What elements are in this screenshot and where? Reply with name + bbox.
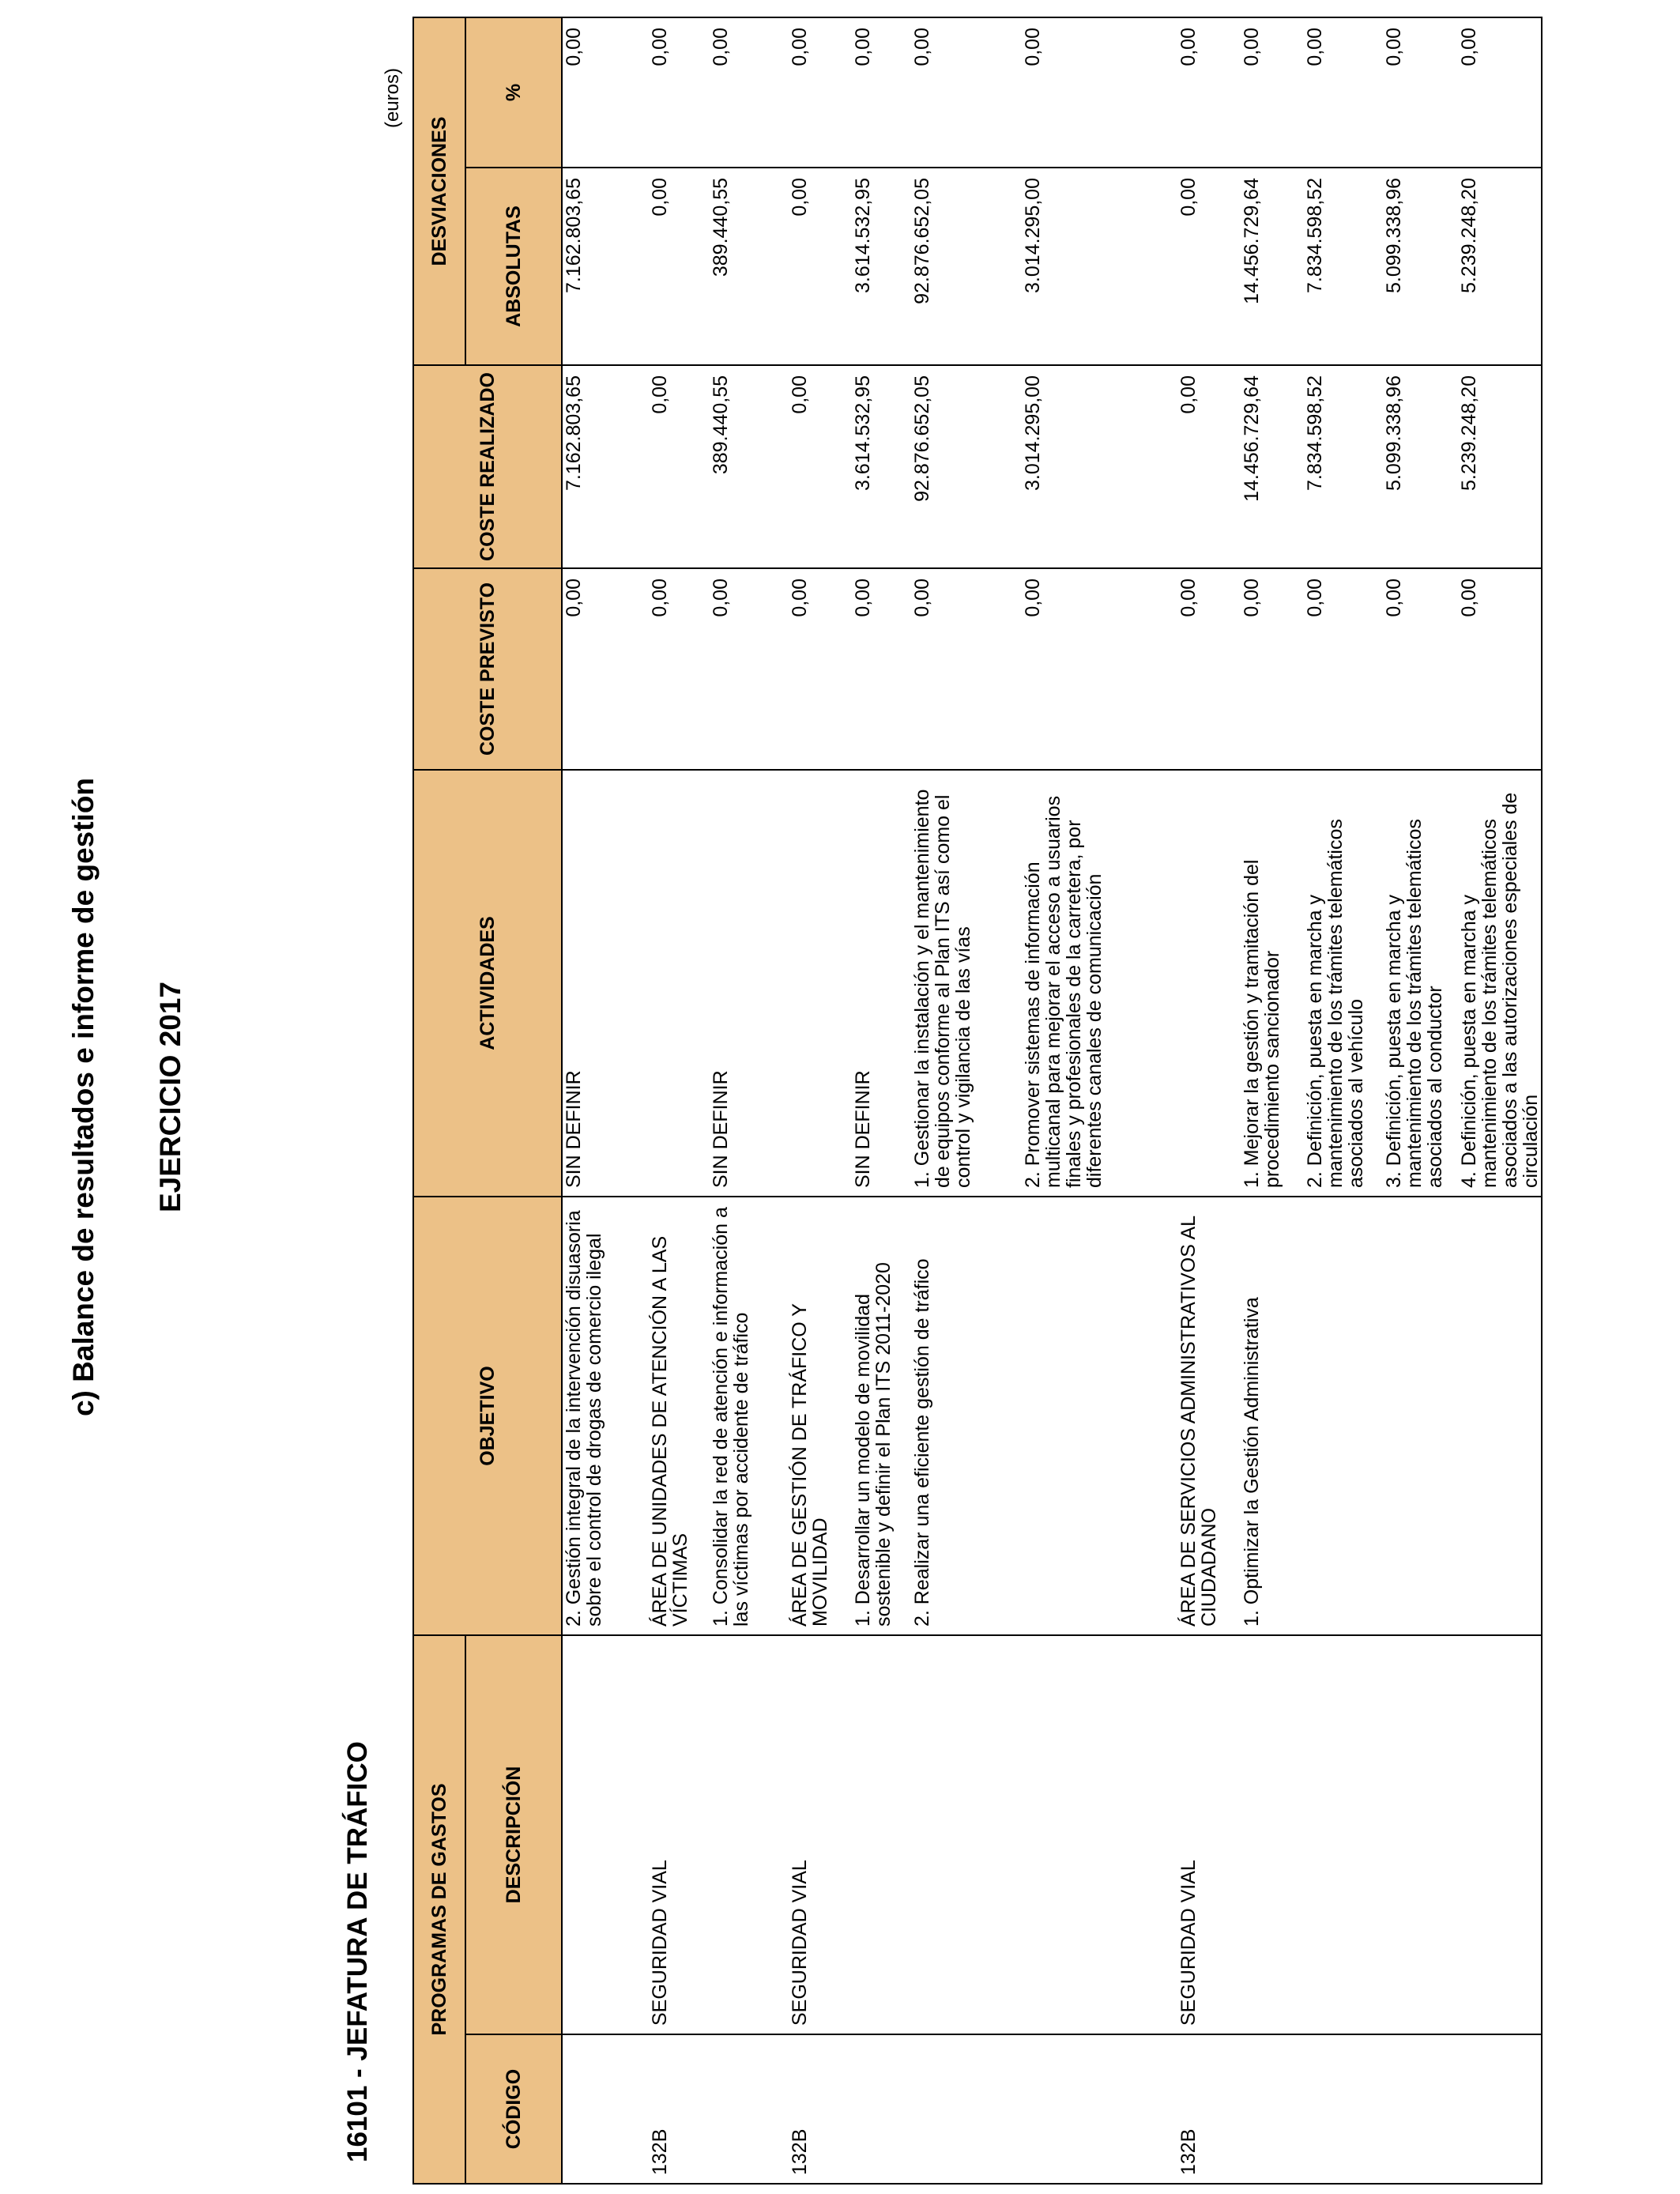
cell-coste-realizado: 7.834.598,52 [1304,365,1383,568]
cell-coste-realizado: 389.440,55 [710,365,789,568]
cell-descripcion [710,1635,789,2034]
cell-coste-previsto: 0,00 [911,568,1022,770]
cell-actividad [1177,770,1241,1197]
cell-codigo [1458,2034,1542,2184]
cell-actividad: 2. Definición, puesta en marcha y mantenimiento de los trámites telemáticos asociados al vehículo [1304,770,1383,1197]
table-row [1383,17,1458,2184]
table-row [1304,17,1383,2184]
cell-coste-previsto: 0,00 [710,568,789,770]
cell-coste-realizado: 0,00 [1177,365,1241,568]
cell-porcentaje: 0,00 [852,17,911,168]
cell-descripcion [1383,1635,1458,2034]
cell-coste-previsto: 0,00 [562,568,649,770]
cell-coste-previsto: 0,00 [852,568,911,770]
col-header-coste-realizado: COSTE REALIZADO [413,365,562,568]
cell-actividad: SIN DEFINIR [562,770,649,1197]
cell-absolutas: 5.099.338,96 [1383,168,1458,365]
cell-coste-previsto: 0,00 [1458,568,1542,770]
cell-porcentaje: 0,00 [1304,17,1383,168]
group-header-programas: PROGRAMAS DE GASTOS [413,1635,465,2184]
cell-codigo [911,2034,1022,2184]
cell-actividad: 1. Gestionar la instalación y el mantenimiento de equipos conforme al Plan ITS así como el control y vigilancia de las vías [911,770,1022,1197]
cell-porcentaje: 0,00 [1458,17,1542,168]
cell-codigo [1022,2034,1177,2184]
cell-coste-previsto: 0,00 [1177,568,1241,770]
cell-coste-realizado: 92.876.652,05 [911,365,1022,568]
table-row [710,17,789,2184]
cell-codigo [710,2034,789,2184]
cell-descripcion: SEGURIDAD VIAL [649,1635,710,2034]
cell-objetivo: 1. Optimizar la Gestión Administrativa [1241,1197,1304,1635]
cell-codigo [562,2034,649,2184]
cell-porcentaje: 0,00 [789,17,852,168]
cell-codigo [852,2034,911,2184]
cell-objetivo: ÁREA DE SERVICIOS ADMINISTRATIVOS AL CIUDADANO [1177,1197,1241,1635]
cell-actividad [649,770,710,1197]
cell-coste-realizado: 0,00 [789,365,852,568]
cell-coste-previsto: 0,00 [1241,568,1304,770]
cell-codigo: 132B [1177,2034,1241,2184]
cell-codigo: 132B [649,2034,710,2184]
cell-absolutas: 14.456.729,64 [1241,168,1304,365]
cell-coste-previsto: 0,00 [789,568,852,770]
cell-descripcion [1458,1635,1542,2034]
table-row [911,17,1022,2184]
cell-porcentaje: 0,00 [562,17,649,168]
table-row [562,17,649,2184]
cell-absolutas: 7.162.803,65 [562,168,649,365]
cell-actividad: 4. Definición, puesta en marcha y mantenimiento de los trámites telemáticos asociados a las autorizaciones especiales de circulación [1458,770,1542,1197]
col-header-porcentaje: % [465,17,562,168]
col-header-absolutas: ABSOLUTAS [465,168,562,365]
cell-actividad: 1. Mejorar la gestión y tramitación del procedimiento sancionador [1241,770,1304,1197]
cell-descripcion: SEGURIDAD VIAL [789,1635,852,2034]
table-row [852,17,911,2184]
cell-objetivo: 1. Consolidar la red de atención e información a las víctimas por accidente de tráfico [710,1197,789,1635]
cell-coste-previsto: 0,00 [649,568,710,770]
organization-heading: 16101 - JEFATURA DE TRÁFICO [342,1741,373,2162]
col-header-codigo: CÓDIGO [465,2034,562,2184]
cell-objetivo: ÁREA DE UNIDADES DE ATENCIÓN A LAS VÍCTIMAS [649,1197,710,1635]
cell-descripcion [1022,1635,1177,2034]
cell-porcentaje: 0,00 [1177,17,1241,168]
cell-objetivo: 2. Gestión integral de la intervención disuasoria sobre el control de drogas de comercio ilegal [562,1197,649,1635]
col-header-actividades: ACTIVIDADES [413,770,562,1197]
cell-porcentaje: 0,00 [1022,17,1177,168]
group-header-desviaciones: DESVIACIONES [413,17,465,365]
cell-porcentaje: 0,00 [1383,17,1458,168]
document-title: c) Balance de resultados e informe de gestión [67,777,100,1417]
cell-absolutas: 3.014.295,00 [1022,168,1177,365]
table-row [789,17,852,2184]
cell-objetivo [1383,1197,1458,1635]
cell-coste-realizado: 14.456.729,64 [1241,365,1304,568]
cell-objetivo [1022,1197,1177,1635]
units-label: (euros) [382,68,403,129]
cell-coste-previsto: 0,00 [1383,568,1458,770]
cell-absolutas: 7.834.598,52 [1304,168,1383,365]
cell-coste-previsto: 0,00 [1304,568,1383,770]
cell-descripcion: SEGURIDAD VIAL [1177,1635,1241,2034]
cell-codigo [1241,2034,1304,2184]
table-row [1458,17,1542,2184]
cell-actividad: SIN DEFINIR [852,770,911,1197]
fiscal-year-heading: EJERCICIO 2017 [154,981,186,1213]
cell-descripcion [1304,1635,1383,2034]
cell-descripcion [911,1635,1022,2034]
cell-absolutas: 0,00 [649,168,710,365]
table-row [1177,17,1241,2184]
cell-descripcion [562,1635,649,2034]
cell-absolutas: 0,00 [1177,168,1241,365]
cell-absolutas: 5.239.248,20 [1458,168,1542,365]
cell-porcentaje: 0,00 [649,17,710,168]
col-header-coste-previsto: COSTE PREVISTO [413,568,562,770]
cell-codigo [1304,2034,1383,2184]
cell-coste-realizado: 5.239.248,20 [1458,365,1542,568]
table-row [1022,17,1177,2184]
cell-coste-realizado: 5.099.338,96 [1383,365,1458,568]
cell-actividad: SIN DEFINIR [710,770,789,1197]
cell-objetivo: 1. Desarrollar un modelo de movilidad sostenible y definir el Plan ITS 2011-2020 [852,1197,911,1635]
cell-coste-realizado: 3.014.295,00 [1022,365,1177,568]
cell-absolutas: 0,00 [789,168,852,365]
cell-absolutas: 92.876.652,05 [911,168,1022,365]
cell-objetivo [1304,1197,1383,1635]
cell-porcentaje: 0,00 [1241,17,1304,168]
cell-coste-previsto: 0,00 [1022,568,1177,770]
col-header-descripcion: DESCRIPCIÓN [465,1635,562,2034]
cell-descripcion [1241,1635,1304,2034]
cell-objetivo [1458,1197,1542,1635]
cell-coste-realizado: 3.614.532,95 [852,365,911,568]
table-row [649,17,710,2184]
cell-porcentaje: 0,00 [710,17,789,168]
cell-codigo: 132B [789,2034,852,2184]
cell-codigo [1383,2034,1458,2184]
cell-coste-realizado: 7.162.803,65 [562,365,649,568]
table-row [1241,17,1304,2184]
results-table [412,17,1543,2185]
cell-actividad: 2. Promover sistemas de información multicanal para mejorar el acceso a usuarios finales y profesionales de la carretera, por diferentes canales de comunicación [1022,770,1177,1197]
col-header-objetivo: OBJETIVO [413,1197,562,1635]
cell-coste-realizado: 0,00 [649,365,710,568]
cell-absolutas: 3.614.532,95 [852,168,911,365]
cell-descripcion [852,1635,911,2034]
cell-actividad [789,770,852,1197]
cell-absolutas: 389.440,55 [710,168,789,365]
cell-objetivo: ÁREA DE GESTIÓN DE TRÁFICO Y MOVILIDAD [789,1197,852,1635]
cell-actividad: 3. Definición, puesta en marcha y mantenimiento de los trámites telemáticos asociados al conductor [1383,770,1458,1197]
cell-objetivo: 2. Realizar una eficiente gestión de tráfico [911,1197,1022,1635]
cell-porcentaje: 0,00 [911,17,1022,168]
